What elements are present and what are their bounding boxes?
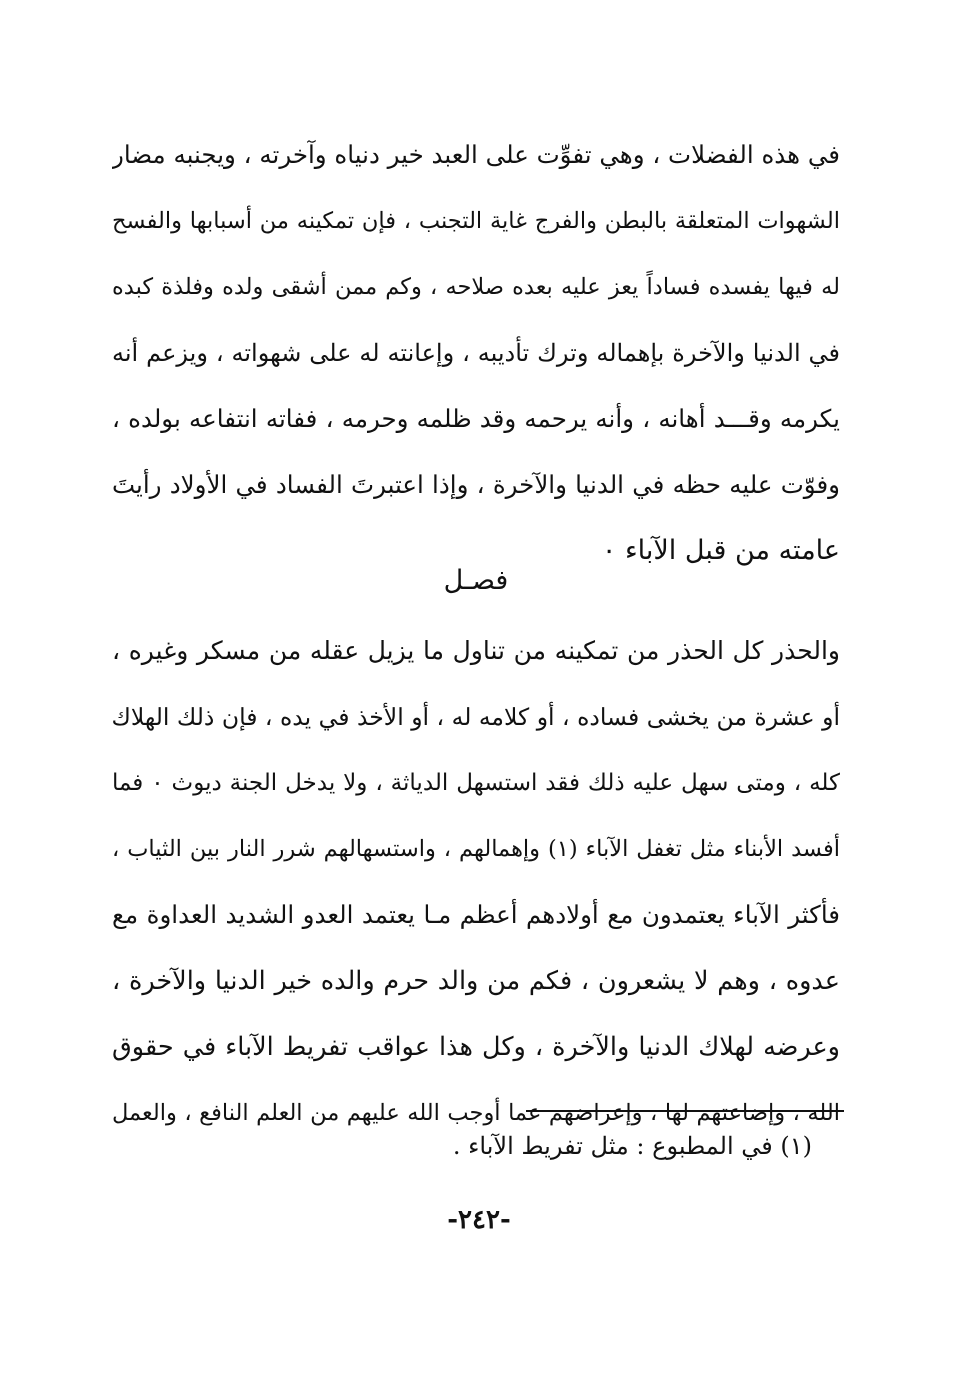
text-line: في الدنيا والآخرة بإهماله وترك تأديبه ، وإعانته له على شهواته ، ويزعم أنه bbox=[112, 339, 840, 367]
text-line: الشهوات المتعلقة بالبطن والفرج غاية التجنب ، فإن تمكينه من أسبابها والفسح bbox=[112, 208, 840, 234]
text-line: فأكثر الآباء يعتمدون مع أولادهم أعظم مـا يعتمد العدو الشديد العداوة مع bbox=[112, 900, 840, 929]
paragraph-1 bbox=[112, 122, 840, 584]
text-line: في هذه الفضلات ، وهي تفوِّت على العبد خير دنياه وآخرته ، ويجنبه مضار bbox=[112, 140, 840, 169]
footnote-divider bbox=[526, 1110, 844, 1112]
text-line: عدوه ، وهم لا يشعرون ، فكم من والد حرم والده خير الدنيا والآخرة ، bbox=[112, 966, 840, 996]
text-line: له فيها يفسده فساداً يعز عليه بعده صلاحه ، وكم ممن أشقى ولده وفلذة كبده bbox=[112, 274, 840, 300]
text-line: الله ، وإضاعتهم لها ، وإعراضهم عما أوجب الله عليهم من العلم النافع ، والعمل bbox=[112, 1100, 840, 1126]
text-line: عامته من قبل الآباء ٠ bbox=[601, 535, 840, 566]
paragraph-2 bbox=[112, 618, 840, 1146]
text-line: أو عشرة من يخشى فساده ، أو كلامه له ، أو الأخذ في يده ، فإن ذلك الهلاك bbox=[112, 703, 840, 731]
footnote: (١) في المطبوع : مثل تفريط الآباء . bbox=[452, 1132, 812, 1160]
text-line: وعرضه لهلاك الدنيا والآخرة ، وكل هذا عواقب تفريط الآباء في حقوق bbox=[112, 1032, 840, 1062]
text-line: يكرمه وقـــد أهانه ، وأنه يرحمه وقد ظلمه وحرمه ، ففاته انتفاعه بولده ، bbox=[112, 404, 840, 433]
text-line: أفسد الأبناء مثل تغفل الآباء (١) وإهمالهم ، واستسهالهم شرر النار بين الثياب ، bbox=[112, 836, 840, 862]
text-line: كله ، ومتى سهل عليه ذلك فقد استسهل الدياثة ، ولا يدخل الجنة ديوث ٠ فما bbox=[112, 770, 840, 796]
section-heading: فصـل bbox=[443, 565, 509, 596]
text-line: وفوّت عليه حظه في الدنيا والآخرة ، وإذا اعتبرتَ الفساد في الأولاد رأيتَ bbox=[112, 470, 840, 499]
text-line: والحذر كل الحذر من تمكينه من تناول ما يزيل عقله من مسكر وغيره ، bbox=[112, 636, 840, 665]
page-number: -٢٤٢- bbox=[447, 1205, 511, 1235]
